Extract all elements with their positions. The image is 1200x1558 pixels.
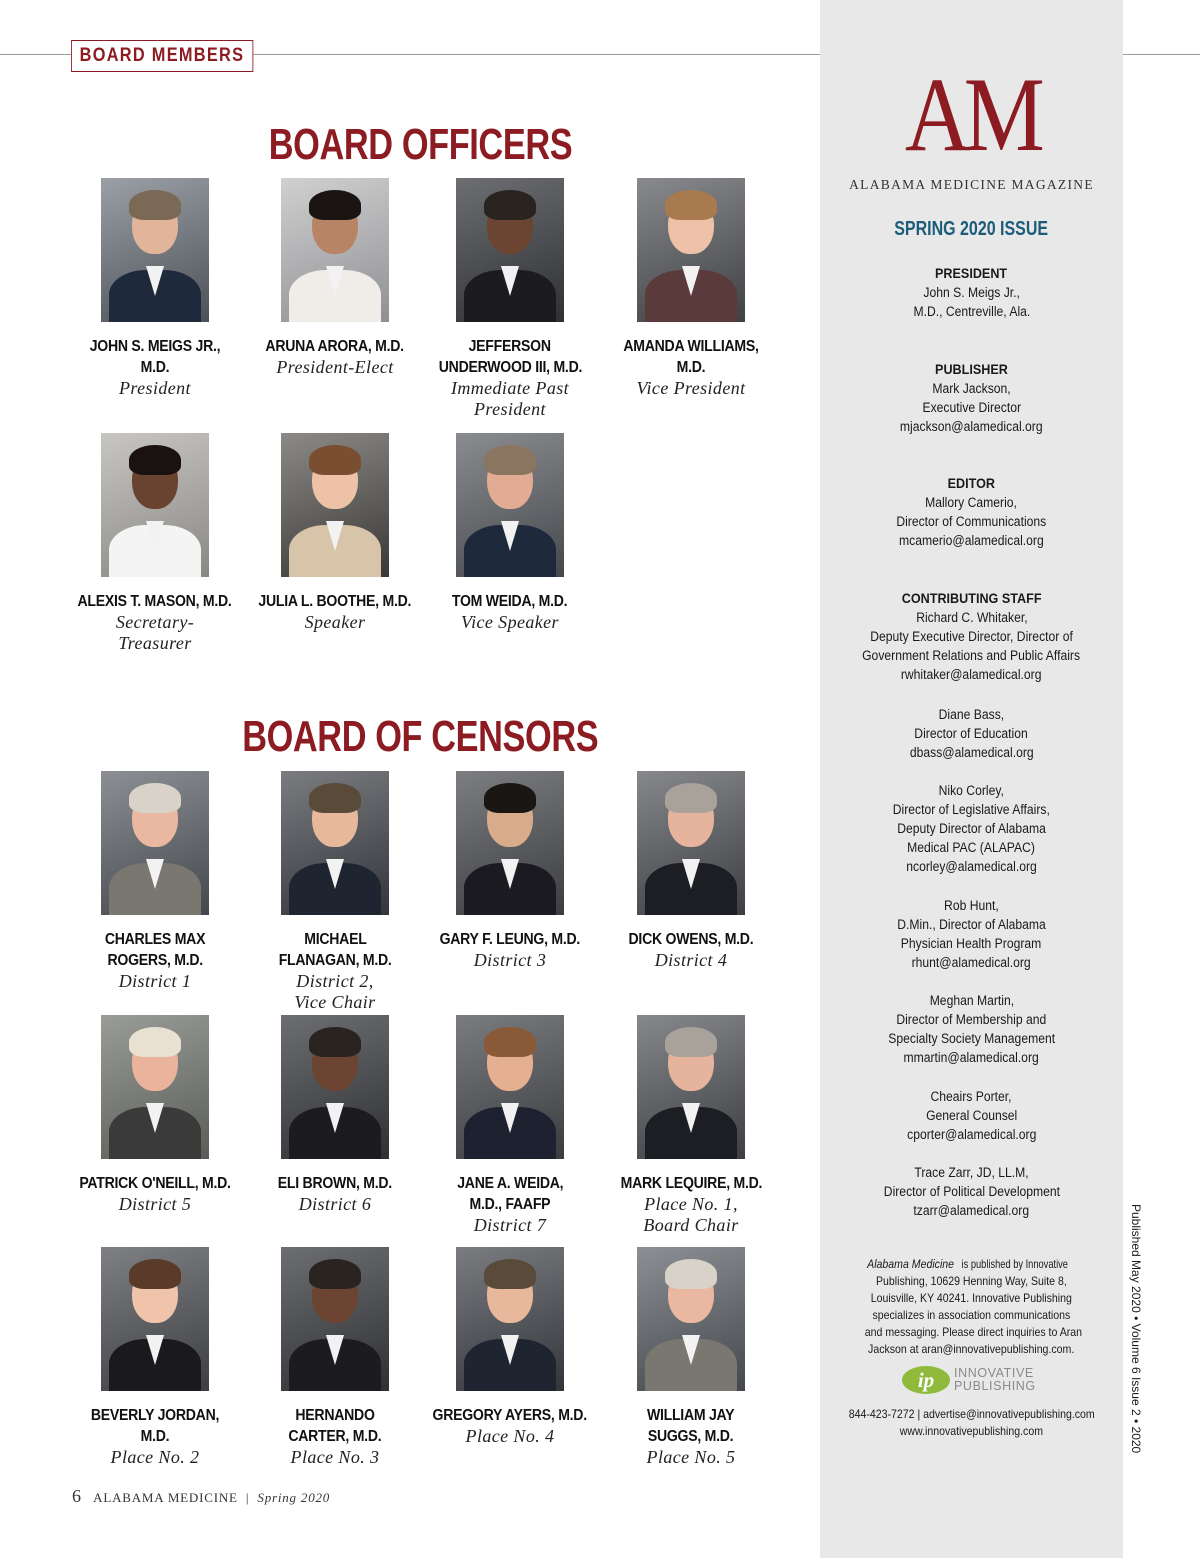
member-role: Place No. 5 <box>646 1447 736 1467</box>
member-role: Place No. 2 <box>110 1447 200 1467</box>
member-card <box>601 1247 781 1468</box>
photo-hair <box>309 445 361 475</box>
staff-line-text: tzarr@alamedical.org <box>913 1203 1030 1218</box>
censors-heading-text: BOARD OF CENSORS <box>241 712 599 761</box>
member-card <box>245 1015 425 1215</box>
member-card <box>65 178 245 399</box>
member-name <box>65 950 245 971</box>
staff-line <box>820 857 1123 876</box>
photo-hair <box>309 1259 361 1289</box>
staff-line <box>820 283 1123 302</box>
publisher-note-line <box>850 1324 1093 1341</box>
publisher-note-line <box>850 1341 1093 1358</box>
member-card <box>245 178 425 378</box>
staff-line <box>820 302 1123 321</box>
photo-hair <box>484 190 536 220</box>
staff-title-text: PUBLISHER <box>935 361 1008 377</box>
staff-line <box>820 953 1123 972</box>
staff-line <box>820 1010 1123 1029</box>
member-role: District 5 <box>118 1194 192 1214</box>
staff-entry <box>820 589 1123 684</box>
staff-line-text: Mallory Camerio, <box>925 495 1018 510</box>
photo-hair <box>665 1027 717 1057</box>
staff-line-text: M.D., Centreville, Ala. <box>913 304 1030 319</box>
publisher-note-line-text: Publishing, 10629 Henning Way, Suite 8, <box>876 1274 1067 1288</box>
member-card <box>65 1247 245 1468</box>
staff-line-text: Diane Bass, <box>938 707 1005 722</box>
staff-line-text: Deputy Executive Director, Director of <box>870 629 1073 644</box>
staff-entry <box>820 896 1123 972</box>
photo-hair <box>309 190 361 220</box>
staff-line-text: John S. Meigs Jr., <box>923 285 1020 300</box>
staff-line <box>820 1201 1123 1220</box>
staff-line <box>820 991 1123 1010</box>
staff-line-text: Director of Membership and <box>896 1012 1047 1027</box>
photo-hair <box>484 783 536 813</box>
staff-line <box>820 1125 1123 1144</box>
member-name-text: GARY F. LEUNG, M.D. <box>439 931 581 948</box>
staff-title <box>820 589 1123 608</box>
member-name <box>420 591 600 612</box>
staff-entry <box>820 474 1123 550</box>
staff-line <box>820 531 1123 550</box>
publisher-note-line <box>850 1290 1093 1307</box>
member-role: Vice Chair <box>294 992 376 1012</box>
staff-line-text: Executive Director <box>922 400 1021 415</box>
member-role: District 1 <box>118 971 192 991</box>
photo-hair <box>129 783 181 813</box>
staff-line <box>820 1106 1123 1125</box>
member-name-text: ELI BROWN, M.D. <box>277 1175 393 1192</box>
member-role: Place No. 4 <box>465 1426 555 1446</box>
member-photo <box>101 1015 209 1159</box>
issue-label-text: SPRING 2020 ISSUE <box>894 218 1049 240</box>
member-card <box>65 1015 245 1215</box>
photo-hair <box>129 445 181 475</box>
member-name-text: JEFFERSON <box>468 338 552 355</box>
member-name <box>601 336 781 378</box>
staff-line-text: rwhitaker@alamedical.org <box>901 667 1042 682</box>
member-card <box>65 771 245 992</box>
staff-line-text: Director of Political Development <box>883 1184 1060 1199</box>
magazine-name: ALABAMA MEDICINE MAGAZINE <box>849 177 1094 192</box>
member-card <box>65 433 245 654</box>
publisher-note-title: Alabama Medicine <box>867 1257 955 1271</box>
publisher-note <box>850 1256 1093 1358</box>
member-photo <box>281 433 389 577</box>
member-name <box>245 1173 425 1194</box>
member-name <box>65 929 245 950</box>
member-role: District 7 <box>473 1215 547 1235</box>
staff-line <box>820 1029 1123 1048</box>
member-card <box>245 771 425 1013</box>
member-card <box>420 178 600 420</box>
member-name-text: HERNANDO <box>295 1407 375 1424</box>
staff-line <box>820 724 1123 743</box>
publication-info-vertical <box>1127 1204 1145 1454</box>
member-name <box>65 1173 245 1194</box>
ip-logo-icon: ip <box>902 1366 950 1394</box>
staff-entry <box>820 264 1123 321</box>
staff-line-text: Director of Education <box>914 726 1029 741</box>
publisher-note-line <box>850 1273 1093 1290</box>
member-name-text: AMANDA WILLIAMS, M.D. <box>623 338 759 376</box>
member-photo <box>456 1247 564 1391</box>
staff-line-text: Niko Corley, <box>938 783 1005 798</box>
staff-line <box>820 665 1123 684</box>
member-role: Treasurer <box>118 633 192 653</box>
member-name-text: WILLIAM JAY <box>647 1407 735 1424</box>
staff-line <box>820 379 1123 398</box>
staff-line <box>820 915 1123 934</box>
staff-line <box>820 608 1123 627</box>
contact-line <box>820 1423 1123 1440</box>
publication-info-text: Published May 2020 • Volume 6 Issue 2 • 2020 <box>1129 1204 1143 1454</box>
publisher-note-line-text: and messaging. Please direct inquiries to Aran <box>864 1325 1083 1339</box>
contact-line <box>820 1406 1123 1423</box>
member-photo <box>456 433 564 577</box>
staff-line-text: ncorley@alamedical.org <box>906 859 1037 874</box>
contact-line-text: www.innovativepublishing.com <box>899 1424 1044 1438</box>
staff-line-text: D.Min., Director of Alabama <box>897 917 1046 932</box>
staff-title <box>820 360 1123 379</box>
member-name <box>65 1405 245 1447</box>
member-role: Vice Speaker <box>461 612 559 632</box>
publisher-note-line <box>850 1256 1093 1273</box>
staff-title-text: EDITOR <box>947 475 996 491</box>
member-role: President-Elect <box>276 357 394 377</box>
staff-line-text: Richard C. Whitaker, <box>915 610 1028 625</box>
staff-line-text: Mark Jackson, <box>932 381 1011 396</box>
member-name <box>65 591 245 612</box>
member-name <box>601 1173 781 1194</box>
member-name-text: MICHAEL <box>303 931 367 948</box>
member-name-text: JULIA L. BOOTHE, M.D. <box>258 593 412 610</box>
staff-line <box>820 1048 1123 1067</box>
ip-logo-wordmark <box>954 1367 1036 1393</box>
footer-season: Spring 2020 <box>257 1490 331 1505</box>
member-photo <box>101 433 209 577</box>
publisher-note-line-text: is published by Innovative <box>961 1257 1069 1271</box>
photo-hair <box>484 1027 536 1057</box>
staff-line <box>820 493 1123 512</box>
member-role: Immediate Past <box>450 378 570 398</box>
member-role: District 3 <box>473 950 547 970</box>
censors-heading <box>0 712 840 762</box>
photo-hair <box>129 190 181 220</box>
member-name <box>245 1405 425 1426</box>
staff-line-text: cporter@alamedical.org <box>906 1127 1037 1142</box>
staff-line <box>820 800 1123 819</box>
staff-line <box>820 1182 1123 1201</box>
staff-line-text: Government Relations and Public Affairs <box>862 648 1081 663</box>
member-name <box>420 929 600 950</box>
staff-entry <box>820 781 1123 876</box>
member-name <box>65 336 245 378</box>
member-photo <box>456 771 564 915</box>
photo-hair <box>309 783 361 813</box>
member-role: Board Chair <box>643 1215 739 1235</box>
member-name <box>420 1173 600 1194</box>
member-name <box>245 929 425 950</box>
staff-line <box>820 781 1123 800</box>
member-name <box>601 929 781 950</box>
member-name <box>601 1405 781 1426</box>
member-name <box>420 1194 600 1215</box>
staff-line-text: Rob Hunt, <box>944 898 999 913</box>
member-name <box>420 336 600 357</box>
am-logo <box>820 56 1123 173</box>
member-role: President <box>474 399 546 419</box>
member-card <box>420 433 600 633</box>
member-name <box>420 1405 600 1426</box>
member-name <box>245 950 425 971</box>
member-card <box>601 1015 781 1236</box>
member-name-text: BEVERLY JORDAN, M.D. <box>90 1407 220 1445</box>
staff-line <box>820 934 1123 953</box>
member-name-text: ROGERS, M.D. <box>107 952 203 969</box>
staff-line-text: Director of Communications <box>896 514 1047 529</box>
page-number: 6 <box>72 1486 82 1506</box>
am-logo-text: AM <box>904 56 1039 173</box>
member-name-text: CARTER, M.D. <box>288 1428 382 1445</box>
staff-line-text: Cheairs Porter, <box>930 1089 1013 1104</box>
staff-line <box>820 417 1123 436</box>
member-role: Speaker <box>304 612 366 632</box>
officers-heading <box>0 120 840 170</box>
innovative-publishing-logo <box>902 1366 1042 1396</box>
member-role: Place No. 1, <box>644 1194 738 1214</box>
staff-line-text: mcamerio@alamedical.org <box>899 533 1044 548</box>
staff-line-text: Director of Legislative Affairs, <box>892 802 1051 817</box>
photo-hair <box>129 1259 181 1289</box>
publisher-note-line-text: Jackson at aran@innovativepublishing.com. <box>868 1342 1075 1356</box>
contact-line-text: 844-423-7272 | advertise@innovativepublishing.com <box>848 1407 1095 1421</box>
staff-line-text: Physician Health Program <box>901 936 1042 951</box>
photo-hair <box>665 783 717 813</box>
staff-title <box>820 264 1123 283</box>
member-name-text: GREGORY AYERS, M.D. <box>432 1407 588 1424</box>
member-photo <box>637 1247 745 1391</box>
member-name-text: PATRICK O'NEILL, M.D. <box>79 1175 231 1192</box>
staff-title-text: CONTRIBUTING STAFF <box>901 590 1042 606</box>
member-card <box>245 1247 425 1468</box>
member-role: District 4 <box>654 950 728 970</box>
staff-entry <box>820 1163 1123 1220</box>
footer-publication: ALABAMA MEDICINE <box>93 1490 238 1505</box>
member-role: Place No. 3 <box>290 1447 380 1467</box>
photo-hair <box>665 1259 717 1289</box>
staff-entry <box>820 360 1123 436</box>
staff-line <box>820 512 1123 531</box>
member-card <box>420 771 600 971</box>
staff-line <box>820 896 1123 915</box>
staff-line-text: Specialty Society Management <box>888 1031 1055 1046</box>
staff-line-text: Meghan Martin, <box>929 993 1014 1008</box>
member-name-text: SUGGS, M.D. <box>648 1428 734 1445</box>
member-name-text: CHARLES MAX <box>104 931 206 948</box>
photo-hair <box>484 1259 536 1289</box>
staff-line-text: General Counsel <box>925 1108 1018 1123</box>
member-photo <box>456 1015 564 1159</box>
member-photo <box>281 178 389 322</box>
staff-line <box>820 646 1123 665</box>
member-card <box>420 1247 600 1447</box>
member-role: Secretary- <box>115 612 195 632</box>
member-card <box>601 771 781 971</box>
member-name-text: JANE A. WEIDA, <box>456 1175 564 1192</box>
staff-entry <box>820 705 1123 762</box>
member-name-text: ARUNA ARORA, M.D. <box>265 338 405 355</box>
staff-line-text: rhunt@alamedical.org <box>911 955 1032 970</box>
member-role: District 6 <box>298 1194 372 1214</box>
member-name-text: M.D., FAAFP <box>469 1196 551 1213</box>
photo-hair <box>484 445 536 475</box>
publisher-note-line-text: Louisville, KY 40241. Innovative Publishing <box>870 1291 1073 1305</box>
staff-line-text: Medical PAC (ALAPAC) <box>907 840 1036 855</box>
member-name-text: JOHN S. MEIGS JR., M.D. <box>89 338 221 376</box>
member-name <box>245 591 425 612</box>
section-tag: BOARD MEMBERS <box>71 40 253 72</box>
staff-line-text: Trace Zarr, JD, LL.M, <box>914 1165 1029 1180</box>
staff-line <box>820 819 1123 838</box>
staff-line-text: mjackson@alamedical.org <box>900 419 1043 434</box>
ip-logo-line1: INNOVATIVE <box>954 1366 1034 1380</box>
staff-title <box>820 474 1123 493</box>
photo-hair <box>129 1027 181 1057</box>
member-card <box>245 433 425 633</box>
member-photo <box>101 178 209 322</box>
member-name <box>420 357 600 378</box>
member-name-text: TOM WEIDA, M.D. <box>452 593 568 610</box>
staff-line <box>820 627 1123 646</box>
member-name-text: MARK LEQUIRE, M.D. <box>620 1175 762 1192</box>
member-photo <box>101 1247 209 1391</box>
member-name-text: UNDERWOOD III, M.D. <box>438 359 582 376</box>
staff-title-text: PRESIDENT <box>935 265 1008 281</box>
photo-hair <box>309 1027 361 1057</box>
staff-entry <box>820 1087 1123 1144</box>
member-photo <box>281 771 389 915</box>
member-photo <box>637 771 745 915</box>
masthead-sidebar <box>820 0 1123 1558</box>
staff-line <box>820 1163 1123 1182</box>
member-name <box>245 336 425 357</box>
footer-separator: | <box>245 1490 250 1505</box>
member-photo <box>281 1247 389 1391</box>
staff-line-text: Deputy Director of Alabama <box>897 821 1046 836</box>
publisher-contact <box>820 1406 1123 1440</box>
staff-line-text: mmartin@alamedical.org <box>903 1050 1040 1065</box>
member-name <box>601 1426 781 1447</box>
staff-line <box>820 398 1123 417</box>
member-photo <box>637 178 745 322</box>
ip-logo-line2: PUBLISHING <box>954 1379 1036 1393</box>
staff-line <box>820 705 1123 724</box>
issue-label <box>820 218 1123 241</box>
member-card <box>420 1015 600 1236</box>
staff-line <box>820 1087 1123 1106</box>
staff-line <box>820 743 1123 762</box>
publisher-note-line <box>850 1307 1093 1324</box>
member-name <box>245 1426 425 1447</box>
member-role: President <box>119 378 191 398</box>
member-photo <box>281 1015 389 1159</box>
officers-heading-text: BOARD OFFICERS <box>268 120 572 169</box>
page-footer <box>72 1486 330 1507</box>
publisher-note-line-text: specializes in association communications <box>872 1308 1071 1322</box>
member-card <box>601 178 781 399</box>
member-role: District 2, <box>296 971 374 991</box>
staff-entry <box>820 991 1123 1067</box>
member-photo <box>637 1015 745 1159</box>
member-name-text: DICK OWENS, M.D. <box>628 931 754 948</box>
top-rule-right <box>1123 54 1200 55</box>
staff-line-text: dbass@alamedical.org <box>909 745 1034 760</box>
member-role: Vice President <box>636 378 746 398</box>
member-name-text: ALEXIS T. MASON, M.D. <box>77 593 233 610</box>
member-name-text: FLANAGAN, M.D. <box>278 952 392 969</box>
member-photo <box>456 178 564 322</box>
member-photo <box>101 771 209 915</box>
staff-line <box>820 838 1123 857</box>
photo-hair <box>665 190 717 220</box>
